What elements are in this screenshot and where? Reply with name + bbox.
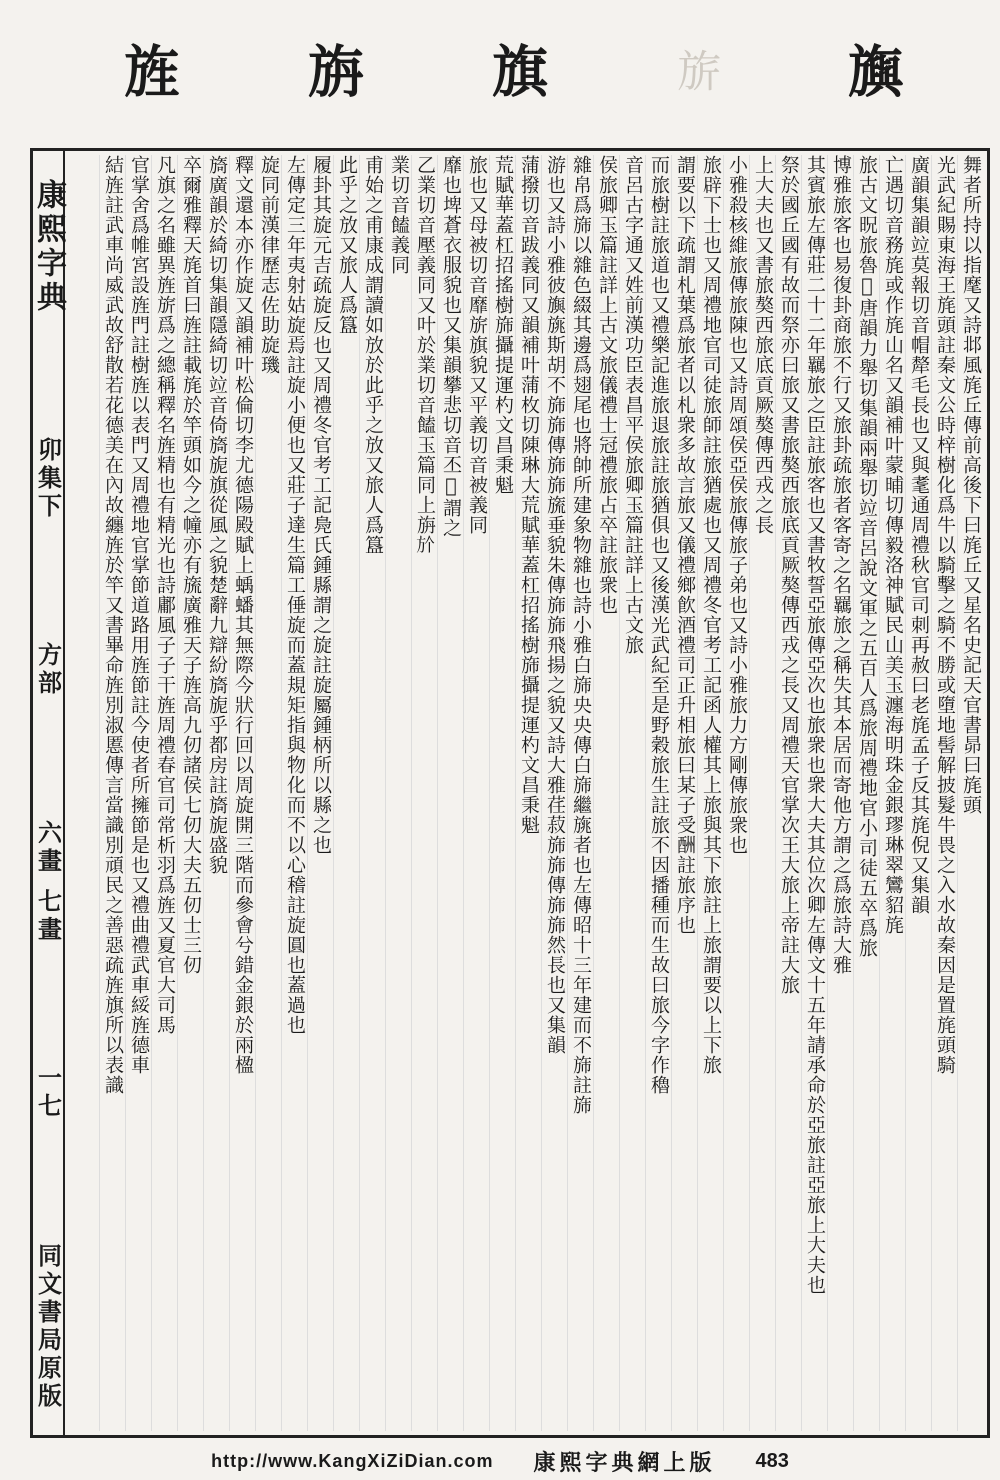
header-glyph-faded: 旂 (669, 48, 720, 92)
text-column: 侯旅卿玉篇註詳上古文旅儀禮士冠禮旅占卒註旅衆也 (593, 155, 619, 1431)
dictionary-page-frame (30, 148, 990, 1438)
text-column: 旅也又母被切音靡旂旗貌又平義切音被義同 (463, 155, 489, 1431)
text-column: 凡旗之名雖異旌旂爲之總稱釋名旌精也有精光也詩鄘風子子干旌周禮春官司常析羽爲旌又夏官大司馬 (151, 155, 177, 1431)
text-column: 釋文還本亦作旋又韻補叶松倫切李尤德陽殿賦上蝺蟠其無際今狀行回以周旋開三階而參會兮錯金銀於兩楹 (229, 155, 255, 1431)
folio-number: 一七 (33, 1065, 63, 1122)
text-column: 廣韻集韻竝莫報切音帽犛毛長也又與耄通周禮秋官司刺再赦曰老旄孟子反其旄倪又集韻 (905, 155, 931, 1431)
footer-title: 康熙字典網上版 (533, 1449, 716, 1476)
text-column: 業切音饁義同 (385, 155, 411, 1431)
text-column: 小雅殺核維旅傳旅陳也又詩周頌侯亞侯旅傳旅子弟也又詩小雅旅力方剛傳旅衆也 (723, 155, 749, 1431)
text-column: 光武紀賜東海王旄頭註秦文公時梓樹化爲牛以騎擊之騎不勝或墮地髻解披髮牛畏之入水故秦因是置旄頭騎 (931, 155, 957, 1431)
header-glyph: 旗 (483, 42, 549, 98)
text-column: 荒賦華蓋杠招搖樹旆攝提運杓文昌秉魁 (489, 155, 515, 1431)
publisher-label: 同文書局原版 (33, 1242, 63, 1411)
section-label: 卯集下 (33, 436, 63, 521)
text-column: 上大夫也又書旅獒西旅底貢厥獒傳西戎之長 (749, 155, 775, 1431)
footer-url[interactable]: http://www.KangXiZiDian.com (211, 1450, 494, 1471)
stroke-count-label: 六畫 七畫 (33, 819, 63, 944)
header-glyph-row (115, 10, 905, 130)
text-column: 卒爾雅釋天旄首曰旌註載旄於竿頭如今之幢亦有旒廣雅天子旌高九仞諸侯七仞大夫五仞士三仞 (177, 155, 203, 1431)
text-column: 旖廣韻於綺切集韻隱綺切竝音倚旖旎旗從風之貌楚辭九辯紛旖旎乎都房註旖旎盛貌 (203, 155, 229, 1431)
text-column: 祭於國丘國有故而祭亦曰旅又書旅獒西旅底貢厥獒傳西戎之長又周禮天官掌次王大旅上帝註大旅 (775, 155, 801, 1431)
text-column: 旅古文㫛旅魯𣃓唐韻力舉切集韻兩舉切竝音呂說文軍之五百人爲旅周禮地官小司徒五卒爲旅 (853, 155, 879, 1431)
text-column: 旅辟下士也又周禮地官司徒旅師註旅猶處也又周禮冬官考工記函人權其上旅與其下旅註上旅謂要以上下旅 (697, 155, 723, 1431)
text-column: 結旌註武車尚威武故舒散若花德美在內故纏旌於竿又書畢命旌別淑慝傳言當識別頑民之善惡疏旌旗所以表識 (99, 155, 125, 1431)
header-glyph: 旌 (115, 42, 181, 98)
text-column: 旋同前漢律歷志佐助旋璣 (255, 155, 281, 1431)
text-column: 此乎之放又旅人爲簋 (333, 155, 359, 1431)
text-column: 履卦其旋元吉疏旋反也又周禮冬官考工記鳧氏鍾縣謂之旋註旋屬鍾柄所以縣之也 (307, 155, 333, 1431)
header-glyph: 旃 (299, 42, 365, 98)
page-footer (0, 1446, 1000, 1476)
book-title: 康熙字典 (31, 179, 66, 315)
radical-label: 方部 (33, 642, 63, 699)
text-column: 蒲撥切音跋義同又韻補叶蒲枚切陳琳大荒賦華蓋杠招搖樹旆攝提運杓文昌秉魁 (515, 155, 541, 1431)
text-columns (73, 155, 983, 1431)
text-column: 而旅樹註旅道也又禮樂記進旅退旅註旅猶俱也又後漢光武紀至是野穀旅生註旅不因播種而生故曰旅今字作穭 (645, 155, 671, 1431)
text-column: 游也又詩小雅彼旟旐斯胡不旆旆傳旆旆旒垂貌朱傳旆旆飛揚之貌又詩大雅荏菽旆旆傳旆旆然長也又集韻 (541, 155, 567, 1431)
text-column: 官掌舍爲帷宮設旌門註樹旌以表門又周禮地官掌節道路用旌節註今使者所擁節是也又禮曲禮武車綏旌德車 (125, 155, 151, 1431)
side-margin-band (33, 151, 65, 1435)
text-column: 雜帛爲旆以雜色綴其邊爲翅尾也將帥所建象物雜也詩小雅白旆央央傳白旆繼旐者也左傳昭十三年建而不旆註旆 (567, 155, 593, 1431)
text-column: 音呂古字通又姓前漢功臣表昌平侯旅卿玉篇註詳上古文旅 (619, 155, 645, 1431)
text-column: 謂要以下疏謂札葉爲旅者以札衆多故言旅又儀禮鄉飮酒禮司正升相旅曰某子受酬註旅序也 (671, 155, 697, 1431)
text-column: 左傳定三年夷射姑旋焉註旋小便也又莊子達生篇工倕旋而蓋規矩指與物化而不以心稽註旋圓也蓋過也 (281, 155, 307, 1431)
text-column: 乙業切音壓義同又叶於業切音饁玉篇同上旃𣃘 (411, 155, 437, 1431)
page-number: 483 (755, 1449, 789, 1472)
text-column: 甫始之甫康成謂讀如放於此乎之放又旅人爲簋 (359, 155, 385, 1431)
text-column: 舞者所持以指麾又詩邶風旄丘傳前高後下曰旄丘又星名史記天官書昴曰旄頭 (957, 155, 983, 1431)
text-column: 博雅旅客也易復卦商旅不行又旅卦疏旅者客寄之名羈旅之稱失其本居而寄他方謂之爲旅詩大雅 (827, 155, 853, 1431)
header-glyph: 旟 (839, 42, 905, 98)
text-column: 靡也埤蒼衣服貌也又集韻攀悲切音丕𪸩謂之 (437, 155, 463, 1431)
text-column: 其賓旅左傳莊二十二年羈旅之臣註旅客也又書牧誓亞旅傳亞次也旅衆也衆大夫其位次卿左傳文十五年請承命於亞旅註亞旅上大夫也 (801, 155, 827, 1431)
text-column: 亡遇切音務旄或作旄山名又韻補叶蒙晡切傳毅洛神賦民山美玉瀍海明珠金銀璆琳翠鸞貂旄 (879, 155, 905, 1431)
